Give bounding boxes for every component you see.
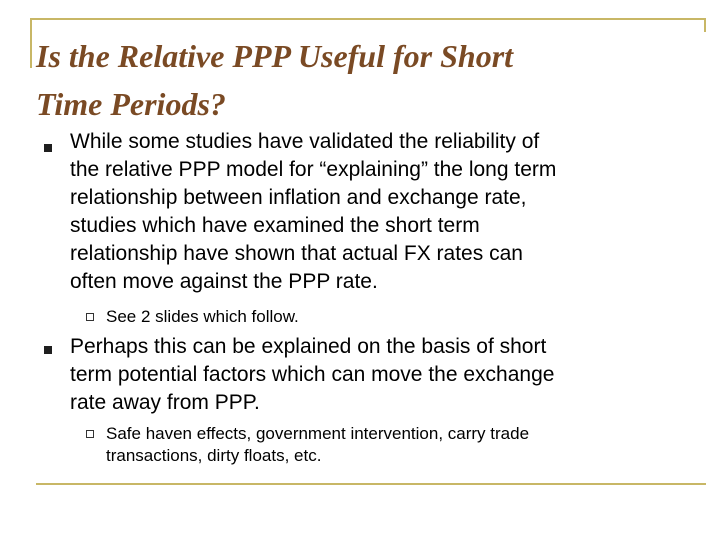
sub-bullet-line: Safe haven effects, government intervention, carry trade [106, 424, 530, 443]
bullet-line: relationship between inflation and exchange rate, [70, 186, 527, 209]
bullet-text [70, 128, 690, 296]
sub-bullet-line: See 2 slides which follow. [106, 307, 299, 326]
bullet-line: While some studies have validated the reliability of [70, 130, 540, 153]
title-line: Is the Relative PPP Useful for Short [36, 38, 514, 74]
square-bullet-icon [44, 346, 52, 354]
frame-top-line [30, 18, 706, 20]
sub-bullet-text [106, 423, 706, 467]
frame-bottom-line [36, 483, 706, 485]
frame-left-line [30, 18, 32, 68]
sub-bullet-line: transactions, dirty floats, etc. [106, 446, 322, 465]
square-bullet-icon [44, 144, 52, 152]
slide-title [36, 32, 716, 128]
frame-right-tick [704, 18, 706, 32]
bullet-line: studies which have examined the short term [70, 214, 480, 237]
bullet-line: Perhaps this can be explained on the basis of short [70, 335, 547, 358]
bullet-line: term potential factors which can move the exchange [70, 363, 555, 386]
bullet-line: the relative PPP model for “explaining” the long term [70, 158, 557, 181]
hollow-square-bullet-icon [86, 430, 94, 438]
bullet-line: relationship have shown that actual FX rates can [70, 242, 523, 265]
bullet-text [70, 333, 690, 417]
title-line: Time Periods? [36, 86, 226, 122]
bullet-line: often move against the PPP rate. [70, 270, 378, 293]
sub-bullet-text [106, 306, 706, 328]
bullet-line: rate away from PPP. [70, 391, 260, 414]
hollow-square-bullet-icon [86, 313, 94, 321]
